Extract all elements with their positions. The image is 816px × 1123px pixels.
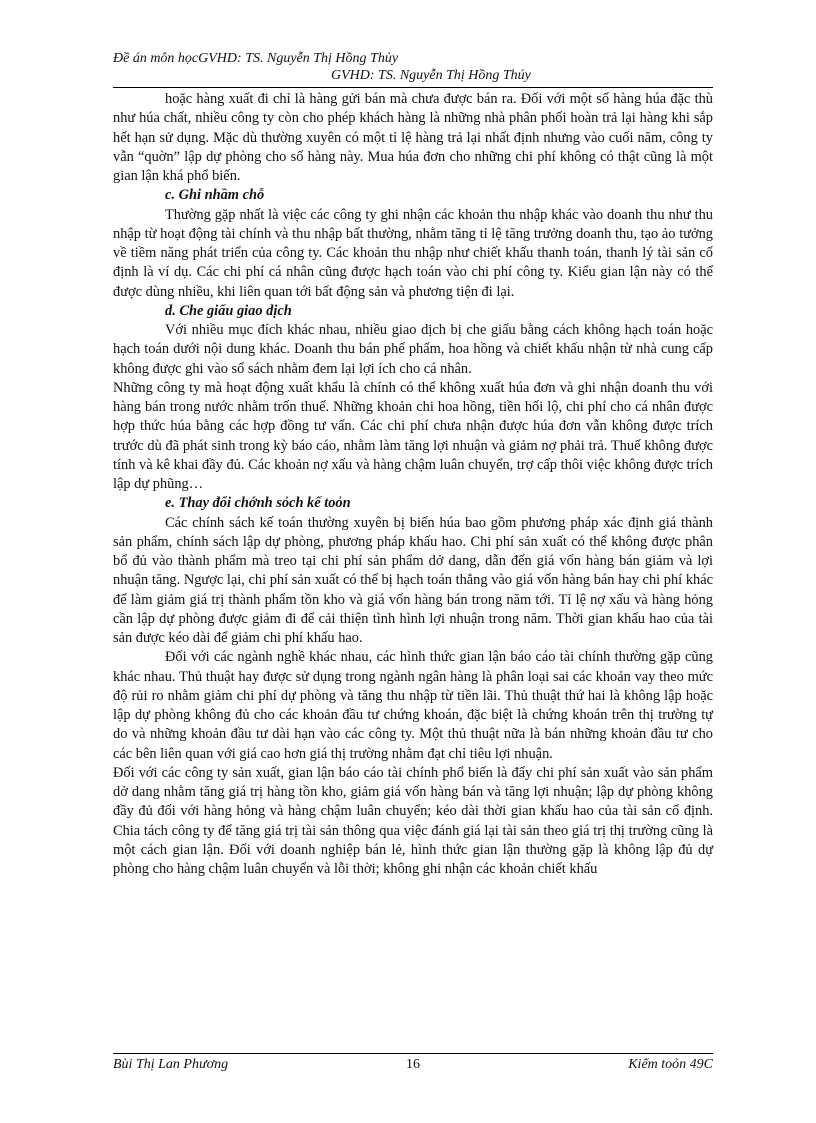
section-heading-e: e. Thay đổi chớnh sỏch kế toỏn [165, 495, 351, 512]
page-body [113, 90, 713, 879]
section-heading-c: c. Ghi nhầm chỗ [165, 187, 265, 204]
page-header [113, 50, 713, 84]
paragraph-7: Đối với các công ty sản xuất, gian lận báo cáo tài chính phổ biến là đẩy chi phí sản xuất vào sản phẩm dở dang nhằm tăng giá trị hàng tồn kho, giảm giá vốn hàng bán và tăng lợi nhuận; lập dự phòng không đầy đủ đối với hàng hỏng và hàng chậm luân chuyển; kéo dài thời gian khấu hao của tài sản cố định. Chia tách công ty để tăng giá trị tài sản thông qua việc đánh giá lại tài sản theo giá trị thị trường cũng là một cách gian lận. Đối với doanh nghiệp bán lẻ, hình thức gian lận thường gặp là không lập đủ dự phòng cho hàng chậm luân chuyển và lỗi thời; không ghi nhận các khoản chiết khấu [113, 764, 713, 877]
header-line-2: GVHD: TS. Nguyễn Thị Hồng Thúy [331, 68, 531, 83]
header-divider [113, 87, 713, 88]
paragraph-6: Đối với các ngành nghề khác nhau, các hình thức gian lận báo cáo tài chính thường gặp cũng khác nhau. Thủ thuật hay được sử dụng trong ngành ngân hàng là phân loại sai các khoản vay theo mức độ rủi ro nhằm giảm chi phí dự phòng và tăng thu nhập từ tiền lãi. Thủ thuật thứ hai là không lập hoặc lập dự phòng không đủ cho các khoản đầu tư chứng khoán, đặc biệt là chứng khoán trên thị trường tự do và những khoản đầu tư dài hạn vào các công ty. Một thủ thuật nữa là bán những khoản đầu tư cho các bên liên quan với giá cao hơn giá thị trường nhằm đạt chỉ tiêu lợi nhuận. [113, 649, 713, 762]
page-footer [113, 1056, 713, 1074]
paragraph-5: Các chính sách kế toán thường xuyên bị biến húa bao gồm phương pháp xác định giá thành sản phẩm, chính sách lập dự phòng, phương pháp khấu hao. Chi phí sản xuất có thể không được phân bổ đủ vào thành phẩm mà treo tại chi phí sản phẩm dở dang, dẫn đến giá vốn hàng bán giảm và lợi nhuận tăng. Ngược lại, chi phí sản xuất có thể bị hạch toán thẳng vào giá vốn hàng bán hay chi phí khác để làm giảm giá trị thành phẩm tồn kho và giá vốn hàng bán trong năm tới. Tỉ lệ nợ xấu và hàng hỏng cần lập dự phòng được giảm đi để cải thiện tình hình lợi nhuận trong năm. Thời gian khấu hao của tài sản được kéo dài để giảm chi phí khấu hao. [113, 514, 713, 646]
paragraph-4: Những công ty mà hoạt động xuất khẩu là chính có thể không xuất húa đơn và ghi nhận doanh thu với hàng bán trong nước nhằm trốn thuế. Những khoản chi hoa hồng, tiền hối lộ, chi phí cho cá nhân được hợp thức húa bằng các hợp đồng tư vấn. Các chi phí chưa nhận được húa đơn vẫn không được trích trước dù đã phát sinh trong kỳ báo cáo, nhằm làm tăng lợi nhuận và giảm nợ phải trả. Thuế không được tính và kê khai đầy đủ. Các khoản nợ xấu và hàng chậm luân chuyển, trợ cấp thôi việc không được trích lập dự phũng… [113, 379, 713, 492]
page-number: 16 [406, 1057, 420, 1072]
paragraph-1: hoặc hàng xuất đi chỉ là hàng gửi bán mà chưa được bán ra. Đối với một số hàng húa đặc thù như húa chất, nhiều công ty còn cho phép khách hàng là những nhà phân phối hoàn trả lại hàng khi sắp hết hạn sử dụng. Mặc dù thường xuyên có một tỉ lệ hàng trả lại nhất định nhưng vào cuối năm, công ty vẫn “quờn” lập dự phòng cho số hàng này. Mua húa đơn cho những chi phí không có thật cũng là một gian lận khá phổ biến. [113, 91, 713, 184]
footer-class: Kiểm toỏn 49C [628, 1057, 713, 1072]
footer-divider [113, 1053, 713, 1054]
section-heading-d: d. Che giấu giao dịch [165, 302, 292, 319]
paragraph-3: Với nhiều mục đích khác nhau, nhiều giao dịch bị che giấu bằng cách không hạch toán hoặc hạch toán dưới nội dung khác. Doanh thu bán phế phẩm, hoa hồng và chiết khấu nhận từ nhà cung cấp không được ghi vào sổ sách nhằm đem lại lợi ích cho cá nhân. [113, 322, 713, 377]
paragraph-2: Thường gặp nhất là việc các công ty ghi nhận các khoản thu nhập khác vào doanh thu như thu nhập từ hoạt động tài chính và thu nhập bất thường, nhằm tăng tỉ lệ tăng trưởng doanh thu, tạo ảo tưởng về tiềm năng phát triển của công ty. Các khoản thu nhập như chiết khấu thanh toán, thanh lý tài sản cố định là ví dụ. Các chi phí cá nhân cũng được hạch toán vào chi phí công ty. Kiểu gian lận này có thể được dùng nhiều, khi liên quan tới bất động sản và phương tiện đi lại. [113, 206, 713, 300]
header-line-1: Đề án môn họcGVHD: TS. Nguyễn Thị Hồng Thủy [113, 51, 399, 66]
footer-author: Bùi Thị Lan Phương [113, 1057, 229, 1072]
